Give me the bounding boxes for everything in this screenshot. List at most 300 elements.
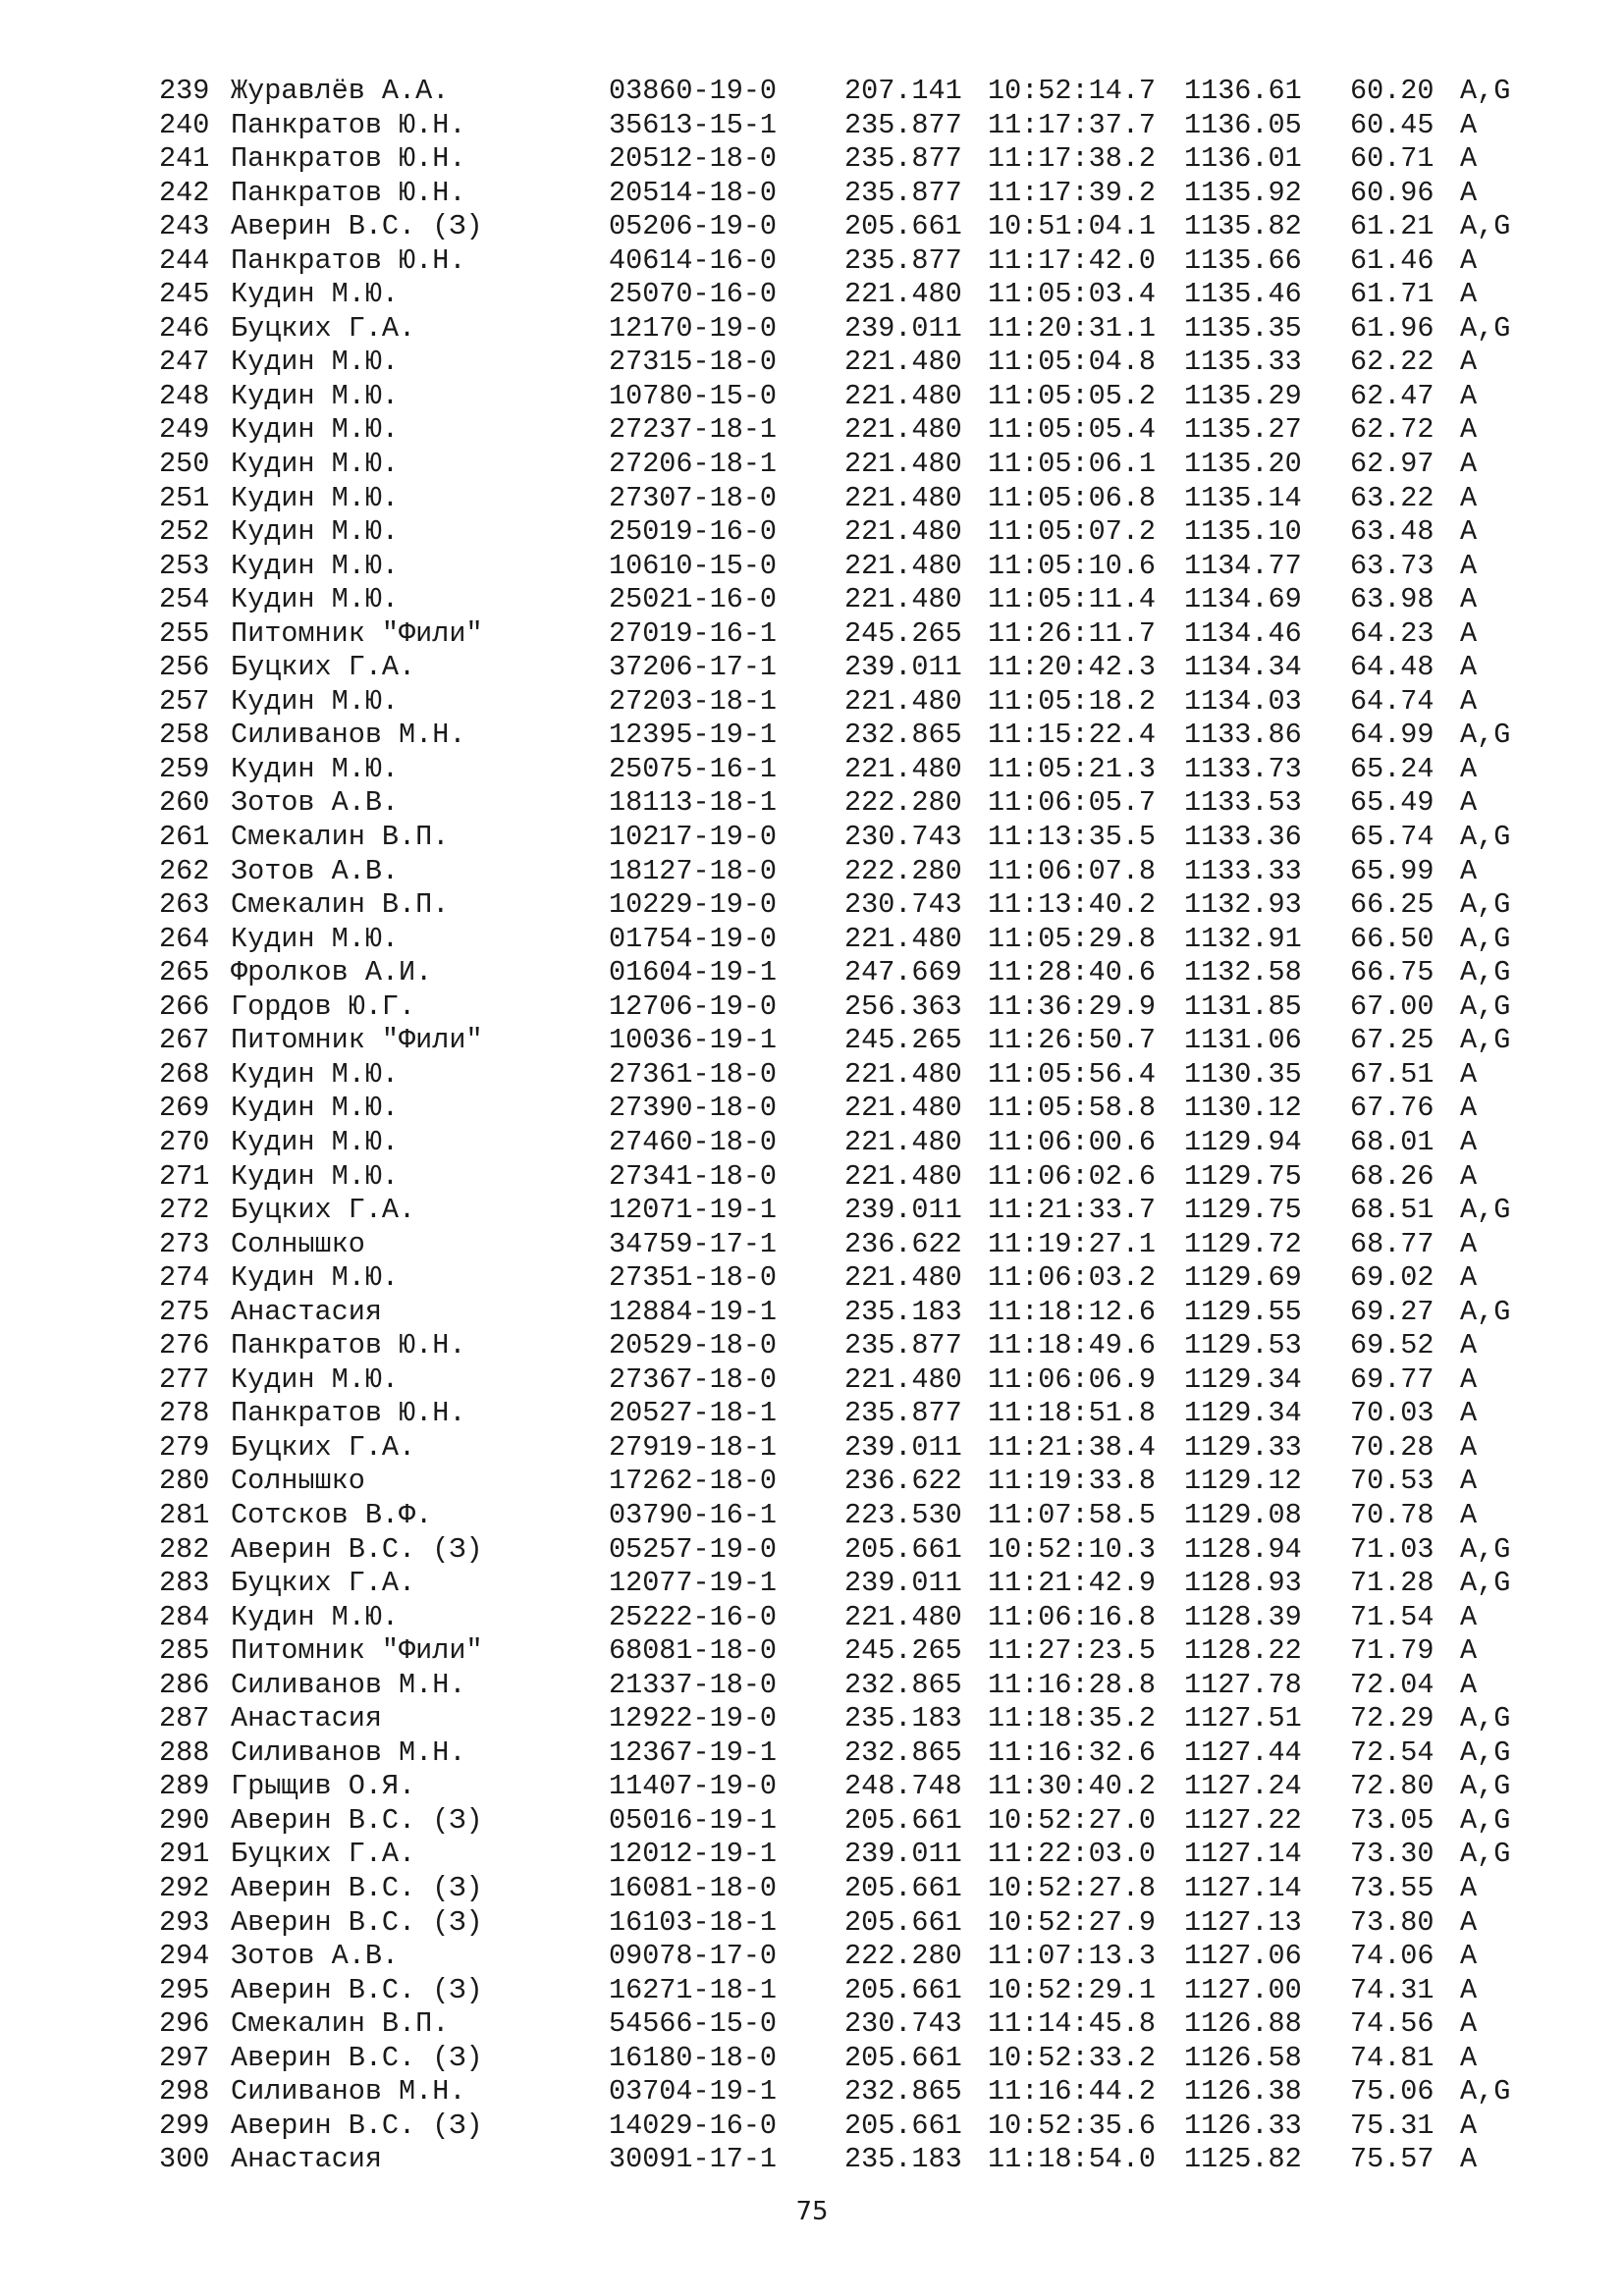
- cell-time: 11:07:58.5: [988, 1498, 1157, 1531]
- cell-dist: 235.183: [844, 1702, 962, 1735]
- cell-flags: A: [1460, 243, 1478, 277]
- table-row: [0, 2042, 1624, 2076]
- cell-name: Кудин М.Ю.: [231, 515, 400, 549]
- cell-ring: 27341-18-0: [609, 1159, 778, 1193]
- cell-speed: 1135.46: [1184, 278, 1302, 311]
- cell-speed: 1127.44: [1184, 1735, 1302, 1769]
- cell-time: 11:05:07.2: [988, 515, 1157, 549]
- cell-name: Питомник "Фили": [231, 1634, 483, 1668]
- cell-rank: 297: [159, 2041, 210, 2074]
- cell-time: 11:06:02.6: [988, 1159, 1157, 1193]
- table-row: [0, 515, 1624, 550]
- cell-coef: 68.51: [1350, 1194, 1435, 1227]
- cell-flags: A: [1460, 616, 1478, 650]
- cell-time: 11:20:42.3: [988, 651, 1157, 684]
- cell-speed: 1126.58: [1184, 2041, 1302, 2074]
- table-row: [0, 888, 1624, 923]
- cell-coef: 74.56: [1350, 2007, 1435, 2041]
- cell-time: 11:17:38.2: [988, 142, 1157, 176]
- table-row: [0, 719, 1624, 753]
- cell-time: 10:52:14.7: [988, 75, 1157, 107]
- cell-rank: 286: [159, 1668, 210, 1701]
- cell-flags: A: [1460, 854, 1478, 887]
- cell-rank: 249: [159, 413, 210, 447]
- cell-coef: 66.50: [1350, 922, 1435, 955]
- cell-flags: A,G: [1460, 719, 1511, 752]
- cell-time: 11:05:56.4: [988, 1057, 1157, 1091]
- cell-coef: 62.22: [1350, 346, 1435, 379]
- cell-rank: 273: [159, 1227, 210, 1260]
- cell-ring: 68081-18-0: [609, 1634, 778, 1668]
- table-row: [0, 1024, 1624, 1058]
- cell-coef: 62.97: [1350, 448, 1435, 481]
- table-row: [0, 1838, 1624, 1872]
- cell-rank: 262: [159, 854, 210, 887]
- cell-ring: 16180-18-0: [609, 2041, 778, 2074]
- cell-rank: 251: [159, 481, 210, 514]
- cell-ring: 10610-15-0: [609, 549, 778, 582]
- cell-coef: 60.96: [1350, 176, 1435, 209]
- table-row: [0, 550, 1624, 584]
- cell-ring: 10780-15-0: [609, 379, 778, 412]
- cell-name: Аверин В.С. (З): [231, 1905, 483, 1939]
- cell-coef: 61.71: [1350, 278, 1435, 311]
- cell-name: Буцких Г.А.: [231, 651, 416, 684]
- cell-name: Анастасия: [231, 1702, 382, 1735]
- cell-time: 11:20:31.1: [988, 311, 1157, 345]
- cell-flags: A: [1460, 413, 1478, 447]
- cell-name: Кудин М.Ю.: [231, 1057, 400, 1091]
- cell-speed: 1135.27: [1184, 413, 1302, 447]
- cell-speed: 1128.22: [1184, 1634, 1302, 1668]
- cell-ring: 12077-19-1: [609, 1567, 778, 1600]
- cell-rank: 300: [159, 2143, 210, 2176]
- cell-coef: 64.74: [1350, 684, 1435, 718]
- cell-rank: 243: [159, 210, 210, 243]
- cell-dist: 235.877: [844, 142, 962, 176]
- cell-coef: 64.99: [1350, 719, 1435, 752]
- cell-ring: 16103-18-1: [609, 1905, 778, 1939]
- cell-speed: 1136.01: [1184, 142, 1302, 176]
- cell-flags: A: [1460, 2007, 1478, 2041]
- cell-coef: 61.46: [1350, 243, 1435, 277]
- cell-rank: 258: [159, 719, 210, 752]
- cell-flags: A: [1460, 1465, 1478, 1498]
- cell-dist: 205.661: [844, 1905, 962, 1939]
- cell-flags: A,G: [1460, 311, 1511, 345]
- cell-name: Силиванов М.Н.: [231, 1735, 466, 1769]
- cell-speed: 1129.75: [1184, 1159, 1302, 1193]
- cell-dist: 232.865: [844, 1668, 962, 1701]
- cell-ring: 27351-18-0: [609, 1261, 778, 1295]
- cell-flags: A,G: [1460, 1024, 1511, 1057]
- cell-ring: 18127-18-0: [609, 854, 778, 887]
- cell-coef: 70.53: [1350, 1465, 1435, 1498]
- cell-rank: 267: [159, 1024, 210, 1057]
- cell-dist: 207.141: [844, 75, 962, 107]
- cell-speed: 1127.00: [1184, 1973, 1302, 2006]
- cell-name: Питомник "Фили": [231, 616, 483, 650]
- cell-name: Кудин М.Ю.: [231, 1159, 400, 1193]
- cell-flags: A: [1460, 278, 1478, 311]
- cell-rank: 298: [159, 2075, 210, 2109]
- cell-speed: 1129.55: [1184, 1295, 1302, 1328]
- cell-name: Кудин М.Ю.: [231, 481, 400, 514]
- cell-speed: 1127.14: [1184, 1871, 1302, 1904]
- cell-name: Аверин В.С. (З): [231, 1803, 483, 1837]
- cell-flags: A: [1460, 448, 1478, 481]
- cell-flags: A: [1460, 481, 1478, 514]
- cell-coef: 65.49: [1350, 786, 1435, 820]
- cell-rank: 296: [159, 2007, 210, 2041]
- cell-rank: 291: [159, 1838, 210, 1871]
- cell-ring: 05257-19-0: [609, 1532, 778, 1566]
- cell-coef: 70.78: [1350, 1498, 1435, 1531]
- cell-time: 11:05:29.8: [988, 922, 1157, 955]
- cell-speed: 1132.93: [1184, 888, 1302, 922]
- cell-time: 11:05:05.2: [988, 379, 1157, 412]
- cell-rank: 278: [159, 1397, 210, 1430]
- cell-coef: 68.01: [1350, 1125, 1435, 1158]
- cell-time: 11:05:58.8: [988, 1092, 1157, 1125]
- cell-ring: 01754-19-0: [609, 922, 778, 955]
- cell-speed: 1134.34: [1184, 651, 1302, 684]
- cell-flags: A,G: [1460, 210, 1511, 243]
- cell-rank: 240: [159, 108, 210, 141]
- cell-time: 11:21:33.7: [988, 1194, 1157, 1227]
- cell-rank: 244: [159, 243, 210, 277]
- table-row: [0, 1126, 1624, 1160]
- cell-rank: 281: [159, 1498, 210, 1531]
- table-row: [0, 617, 1624, 652]
- cell-flags: A,G: [1460, 1735, 1511, 1769]
- cell-name: Силиванов М.Н.: [231, 1668, 466, 1701]
- cell-coef: 75.57: [1350, 2143, 1435, 2176]
- cell-coef: 74.06: [1350, 1940, 1435, 1973]
- cell-coef: 72.04: [1350, 1668, 1435, 1701]
- table-row: [0, 312, 1624, 347]
- cell-name: Аверин В.С. (З): [231, 1973, 483, 2006]
- cell-time: 11:36:29.9: [988, 989, 1157, 1023]
- cell-ring: 27019-16-1: [609, 616, 778, 650]
- cell-speed: 1129.75: [1184, 1194, 1302, 1227]
- cell-flags: A: [1460, 346, 1478, 379]
- cell-dist: 205.661: [844, 1871, 962, 1904]
- cell-dist: 221.480: [844, 1057, 962, 1091]
- cell-flags: A: [1460, 1498, 1478, 1531]
- cell-name: Буцких Г.А.: [231, 1567, 416, 1600]
- cell-flags: A,G: [1460, 1702, 1511, 1735]
- cell-rank: 264: [159, 922, 210, 955]
- cell-speed: 1135.29: [1184, 379, 1302, 412]
- cell-dist: 245.265: [844, 1024, 962, 1057]
- cell-ring: 27390-18-0: [609, 1092, 778, 1125]
- cell-speed: 1129.69: [1184, 1261, 1302, 1295]
- cell-time: 11:13:40.2: [988, 888, 1157, 922]
- cell-flags: A: [1460, 176, 1478, 209]
- cell-ring: 25070-16-0: [609, 278, 778, 311]
- cell-ring: 05016-19-1: [609, 1803, 778, 1837]
- cell-coef: 69.02: [1350, 1261, 1435, 1295]
- cell-speed: 1129.53: [1184, 1329, 1302, 1362]
- cell-dist: 235.877: [844, 108, 962, 141]
- cell-ring: 20514-18-0: [609, 176, 778, 209]
- cell-dist: 205.661: [844, 1532, 962, 1566]
- cell-dist: 235.877: [844, 176, 962, 209]
- cell-speed: 1136.61: [1184, 75, 1302, 107]
- cell-time: 11:18:54.0: [988, 2143, 1157, 2176]
- table-row: [0, 583, 1624, 617]
- cell-rank: 284: [159, 1600, 210, 1633]
- cell-ring: 10036-19-1: [609, 1024, 778, 1057]
- cell-speed: 1134.46: [1184, 616, 1302, 650]
- cell-time: 11:05:21.3: [988, 752, 1157, 785]
- cell-speed: 1127.24: [1184, 1770, 1302, 1803]
- cell-time: 10:52:35.6: [988, 2109, 1157, 2142]
- cell-ring: 03860-19-0: [609, 75, 778, 107]
- table-row: [0, 1465, 1624, 1499]
- cell-ring: 34759-17-1: [609, 1227, 778, 1260]
- cell-dist: 222.280: [844, 786, 962, 820]
- cell-coef: 62.47: [1350, 379, 1435, 412]
- cell-speed: 1131.85: [1184, 989, 1302, 1023]
- cell-flags: A,G: [1460, 1295, 1511, 1328]
- cell-ring: 20527-18-1: [609, 1397, 778, 1430]
- cell-name: Кудин М.Ю.: [231, 1362, 400, 1396]
- table-row: [0, 1770, 1624, 1804]
- cell-name: Панкратов Ю.Н.: [231, 176, 466, 209]
- cell-speed: 1133.53: [1184, 786, 1302, 820]
- cell-time: 11:14:45.8: [988, 2007, 1157, 2041]
- cell-coef: 68.77: [1350, 1227, 1435, 1260]
- cell-time: 11:05:05.4: [988, 413, 1157, 447]
- cell-time: 11:07:13.3: [988, 1940, 1157, 1973]
- cell-dist: 221.480: [844, 278, 962, 311]
- table-row: [0, 1804, 1624, 1839]
- table-row: [0, 210, 1624, 244]
- cell-dist: 235.877: [844, 243, 962, 277]
- cell-coef: 72.54: [1350, 1735, 1435, 1769]
- table-row: [0, 244, 1624, 279]
- cell-coef: 60.45: [1350, 108, 1435, 141]
- table-row: [0, 1363, 1624, 1398]
- cell-dist: 221.480: [844, 346, 962, 379]
- cell-rank: 276: [159, 1329, 210, 1362]
- cell-dist: 230.743: [844, 2007, 962, 2041]
- table-row: [0, 413, 1624, 448]
- cell-dist: 205.661: [844, 210, 962, 243]
- cell-rank: 295: [159, 1973, 210, 2006]
- cell-name: Буцких Г.А.: [231, 1838, 416, 1871]
- cell-name: Сотсков В.Ф.: [231, 1498, 433, 1531]
- table-row: [0, 956, 1624, 990]
- cell-dist: 232.865: [844, 719, 962, 752]
- cell-time: 11:17:37.7: [988, 108, 1157, 141]
- cell-rank: 288: [159, 1735, 210, 1769]
- cell-flags: A: [1460, 786, 1478, 820]
- cell-ring: 10229-19-0: [609, 888, 778, 922]
- cell-speed: 1135.82: [1184, 210, 1302, 243]
- cell-ring: 12367-19-1: [609, 1735, 778, 1769]
- cell-time: 10:51:04.1: [988, 210, 1157, 243]
- table-row: [0, 1194, 1624, 1228]
- cell-coef: 63.48: [1350, 515, 1435, 549]
- cell-coef: 66.25: [1350, 888, 1435, 922]
- cell-speed: 1126.88: [1184, 2007, 1302, 2041]
- cell-coef: 75.31: [1350, 2109, 1435, 2142]
- cell-flags: A: [1460, 1940, 1478, 1973]
- cell-time: 11:28:40.6: [988, 956, 1157, 989]
- cell-speed: 1127.78: [1184, 1668, 1302, 1701]
- cell-time: 10:52:33.2: [988, 2041, 1157, 2074]
- cell-name: Панкратов Ю.Н.: [231, 142, 466, 176]
- cell-dist: 205.661: [844, 2109, 962, 2142]
- cell-rank: 270: [159, 1125, 210, 1158]
- cell-rank: 248: [159, 379, 210, 412]
- table-row: [0, 855, 1624, 889]
- cell-time: 11:18:12.6: [988, 1295, 1157, 1328]
- cell-flags: A: [1460, 2041, 1478, 2074]
- cell-dist: 221.480: [844, 413, 962, 447]
- cell-ring: 12884-19-1: [609, 1295, 778, 1328]
- cell-flags: A,G: [1460, 1532, 1511, 1566]
- cell-dist: 230.743: [844, 888, 962, 922]
- cell-dist: 248.748: [844, 1770, 962, 1803]
- cell-time: 11:19:33.8: [988, 1465, 1157, 1498]
- table-row: [0, 1974, 1624, 2008]
- table-row: [0, 1499, 1624, 1533]
- cell-flags: A: [1460, 651, 1478, 684]
- cell-speed: 1132.91: [1184, 922, 1302, 955]
- cell-rank: 239: [159, 75, 210, 107]
- cell-ring: 27919-18-1: [609, 1430, 778, 1464]
- cell-time: 11:06:16.8: [988, 1600, 1157, 1633]
- results-table: [0, 75, 1624, 2177]
- cell-speed: 1135.92: [1184, 176, 1302, 209]
- cell-rank: 266: [159, 989, 210, 1023]
- cell-rank: 252: [159, 515, 210, 549]
- table-row: [0, 2007, 1624, 2042]
- cell-ring: 12012-19-1: [609, 1838, 778, 1871]
- cell-ring: 10217-19-0: [609, 821, 778, 854]
- cell-name: Кудин М.Ю.: [231, 583, 400, 616]
- cell-rank: 280: [159, 1465, 210, 1498]
- cell-name: Кудин М.Ю.: [231, 1261, 400, 1295]
- cell-rank: 274: [159, 1261, 210, 1295]
- cell-time: 11:13:35.5: [988, 821, 1157, 854]
- cell-name: Смекалин В.П.: [231, 2007, 450, 2041]
- cell-flags: A: [1460, 379, 1478, 412]
- cell-flags: A: [1460, 108, 1478, 141]
- cell-rank: 287: [159, 1702, 210, 1735]
- cell-dist: 205.661: [844, 2041, 962, 2074]
- cell-coef: 68.26: [1350, 1159, 1435, 1193]
- cell-coef: 63.73: [1350, 549, 1435, 582]
- cell-ring: 16271-18-1: [609, 1973, 778, 2006]
- cell-name: Аверин В.С. (З): [231, 1532, 483, 1566]
- cell-rank: 250: [159, 448, 210, 481]
- cell-ring: 40614-16-0: [609, 243, 778, 277]
- cell-name: Анастасия: [231, 2143, 382, 2176]
- cell-speed: 1129.33: [1184, 1430, 1302, 1464]
- cell-ring: 27237-18-1: [609, 413, 778, 447]
- cell-ring: 12170-19-0: [609, 311, 778, 345]
- table-row: [0, 1431, 1624, 1466]
- cell-rank: 257: [159, 684, 210, 718]
- cell-time: 11:15:22.4: [988, 719, 1157, 752]
- table-row: [0, 1533, 1624, 1568]
- cell-coef: 62.72: [1350, 413, 1435, 447]
- cell-ring: 12922-19-0: [609, 1702, 778, 1735]
- cell-coef: 69.77: [1350, 1362, 1435, 1396]
- cell-ring: 20512-18-0: [609, 142, 778, 176]
- cell-speed: 1127.14: [1184, 1838, 1302, 1871]
- table-row: [0, 109, 1624, 143]
- cell-coef: 61.96: [1350, 311, 1435, 345]
- table-row: [0, 2075, 1624, 2109]
- cell-dist: 239.011: [844, 1567, 962, 1600]
- cell-ring: 17262-18-0: [609, 1465, 778, 1498]
- cell-dist: 223.530: [844, 1498, 962, 1531]
- cell-speed: 1126.33: [1184, 2109, 1302, 2142]
- cell-rank: 285: [159, 1634, 210, 1668]
- table-row: [0, 1906, 1624, 1941]
- cell-dist: 239.011: [844, 311, 962, 345]
- cell-dist: 239.011: [844, 1430, 962, 1464]
- cell-coef: 69.52: [1350, 1329, 1435, 1362]
- cell-speed: 1135.35: [1184, 311, 1302, 345]
- table-row: [0, 142, 1624, 177]
- cell-rank: 293: [159, 1905, 210, 1939]
- cell-speed: 1129.34: [1184, 1362, 1302, 1396]
- cell-dist: 205.661: [844, 1803, 962, 1837]
- cell-time: 11:05:18.2: [988, 684, 1157, 718]
- cell-name: Панкратов Ю.Н.: [231, 243, 466, 277]
- cell-speed: 1129.94: [1184, 1125, 1302, 1158]
- cell-dist: 245.265: [844, 1634, 962, 1668]
- cell-dist: 222.280: [844, 854, 962, 887]
- cell-flags: A,G: [1460, 1770, 1511, 1803]
- cell-time: 11:22:03.0: [988, 1838, 1157, 1871]
- cell-time: 10:52:10.3: [988, 1532, 1157, 1566]
- cell-dist: 205.661: [844, 1973, 962, 2006]
- cell-name: Питомник "Фили": [231, 1024, 483, 1057]
- cell-name: Кудин М.Ю.: [231, 278, 400, 311]
- cell-rank: 279: [159, 1430, 210, 1464]
- cell-rank: 245: [159, 278, 210, 311]
- cell-dist: 235.877: [844, 1329, 962, 1362]
- table-row: [0, 177, 1624, 211]
- cell-flags: A: [1460, 1600, 1478, 1633]
- table-row: [0, 2109, 1624, 2144]
- cell-flags: A: [1460, 1397, 1478, 1430]
- cell-speed: 1136.05: [1184, 108, 1302, 141]
- cell-name: Аверин В.С. (З): [231, 1871, 483, 1904]
- cell-speed: 1128.94: [1184, 1532, 1302, 1566]
- cell-ring: 21337-18-0: [609, 1668, 778, 1701]
- cell-time: 11:16:32.6: [988, 1735, 1157, 1769]
- cell-flags: A,G: [1460, 1567, 1511, 1600]
- cell-speed: 1128.39: [1184, 1600, 1302, 1633]
- cell-dist: 221.480: [844, 549, 962, 582]
- cell-dist: 230.743: [844, 821, 962, 854]
- cell-rank: 265: [159, 956, 210, 989]
- cell-dist: 232.865: [844, 2075, 962, 2109]
- cell-rank: 256: [159, 651, 210, 684]
- cell-time: 11:30:40.2: [988, 1770, 1157, 1803]
- cell-time: 11:05:10.6: [988, 549, 1157, 582]
- cell-ring: 18113-18-1: [609, 786, 778, 820]
